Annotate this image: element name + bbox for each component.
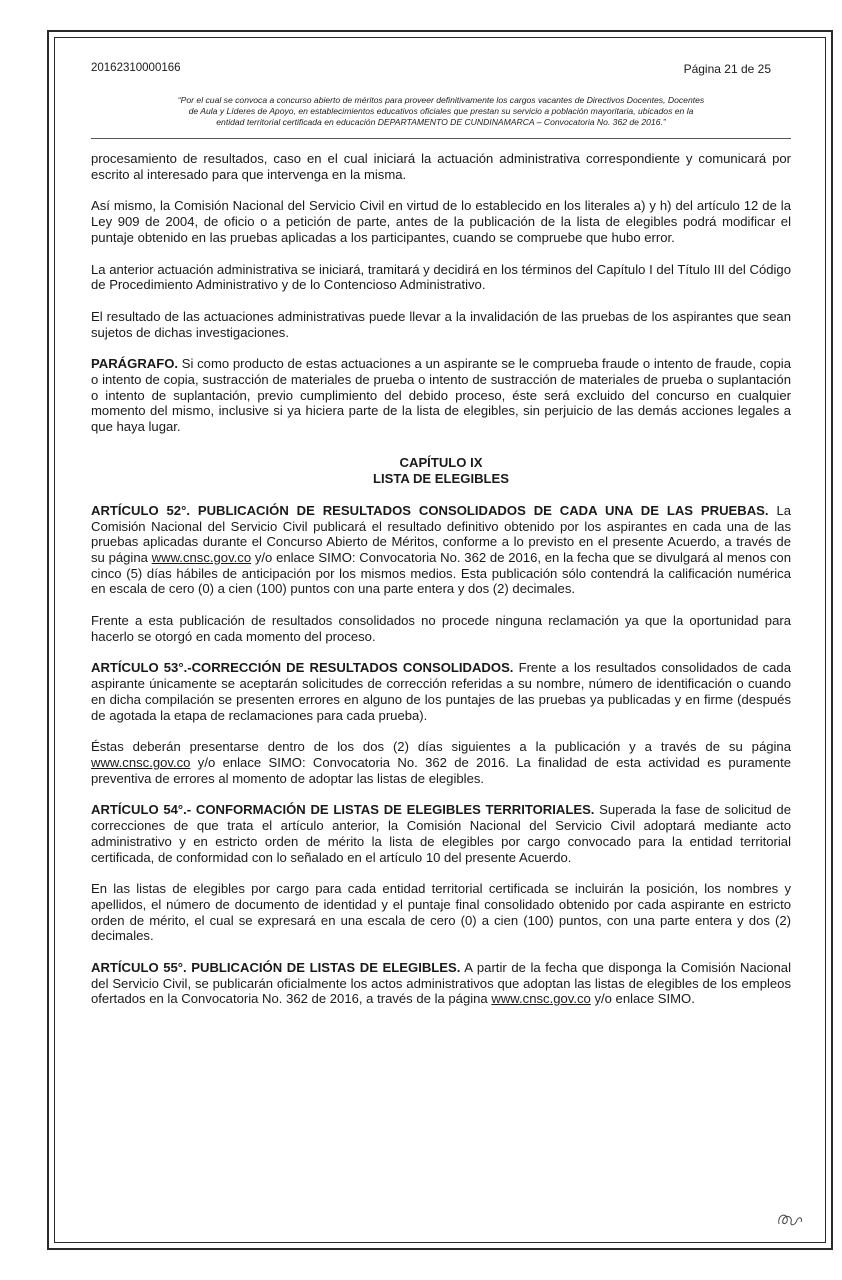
chapter-title: LISTA DE ELEGIBLES <box>372 470 510 486</box>
document-subtitle <box>91 95 791 128</box>
paragraph: El resultado de las actuaciones administrativas puede llevar a la invalidación de las pruebas de los aspirantes que sean sujetos de dichas investigaciones. <box>91 308 791 340</box>
article-55 <box>91 960 791 1007</box>
article-53-p2-text-cont: y/o enlace SIMO: Convocatoria No. 362 de 2016. La finalidad de esta actividad es puramente preventiva de errores al momento de adoptar las listas de elegibles. <box>91 754 791 786</box>
article-53-p2-text: Éstas deberán presentarse dentro de los dos (2) días siguientes a la publicación y a través de su página <box>91 739 791 755</box>
initials-signature-icon <box>775 1208 805 1230</box>
document-page <box>91 62 791 1023</box>
article-55-title: ARTÍCULO 55°. PUBLICACIÓN DE LISTAS DE ELEGIBLES. <box>91 960 461 976</box>
article-55-text: A partir de la fecha que disponga la Comisión Nacional del Servicio Civil, se publicarán oficialmente los actos administrativos que adoptan las listas de elegibles de los empleos ofertados en la Convocatoria No. 362 de 2016, a través de la página <box>91 960 791 1007</box>
article-54 <box>91 802 791 865</box>
cnsc-link[interactable]: www.cnsc.gov.co <box>151 549 252 565</box>
document-number: 20162310000166 <box>91 62 181 74</box>
chapter-number: CAPÍTULO IX <box>399 454 483 470</box>
article-52-text: La Comisión Nacional del Servicio Civil publicará el resultado definitivo obtenido por los aspirantes en cada una de las pruebas aplicadas durante el Concurso Abierto de Méritos, conforme a lo previsto en el presente Acuerdo, a través de su página <box>91 502 792 565</box>
page-number: Página 21 de 25 <box>683 62 771 76</box>
article-53-text: Frente a los resultados consolidados de cada aspirante únicamente se aceptarán solicitudes de corrección referidas a su nombre, número de identificación o cuando en dicha compilación se presenten errores en alguno de los puntajes de las pruebas ya publicadas y en firme (después de agotada la etapa de reclamaciones para cada prueba). <box>91 660 791 723</box>
page-header <box>91 62 791 76</box>
paragrafo-text: Si como producto de estas actuaciones a un aspirante se le comprueba fraude o intento de fraude, copia o intento de copia, sustracción de materiales de prueba o intento de sustracción de materiales de prueba o suplantación o intento de suplantación, previo cumplimiento del debido proceso, éste será excluido del concurso en cualquier momento del mismo, inclusive si ya hiciera parte de la lista de elegibles, sin perjuicio de las demás acciones legales a que haya lugar. <box>91 356 791 435</box>
article-55-text-cont: y/o enlace SIMO. <box>590 991 695 1007</box>
paragrafo-label: PARÁGRAFO. <box>91 356 179 372</box>
document-body <box>91 151 791 1007</box>
article-52-text-cont: y/o enlace SIMO: Convocatoria No. 362 de 2016, en la fecha que se divulgará al menos con cinco (5) días hábiles de anticipación por los mismos medios. Esta publicación sólo contendrá la calificación numérica en escala de cero (0) a cien (100) puntos con una parte entera y dos (2) decimales. <box>91 549 791 597</box>
cnsc-link[interactable]: www.cnsc.gov.co <box>91 754 191 770</box>
paragraph: La anterior actuación administrativa se iniciará, tramitará y decidirá en los términos del Capítulo I del Título III del Código de Procedimiento Administrativo y de lo Contencioso Administrativo. <box>91 261 791 293</box>
paragrafo-paragraph <box>91 356 791 435</box>
cnsc-link[interactable]: www.cnsc.gov.co <box>491 991 591 1007</box>
article-52 <box>91 503 791 597</box>
article-53-paragraph-2 <box>91 739 791 786</box>
article-53-title: ARTÍCULO 53°.-CORRECCIÓN DE RESULTADOS CONSOLIDADOS. <box>91 660 514 676</box>
article-54-title: ARTÍCULO 54°.- CONFORMACIÓN DE LISTAS DE ELEGIBLES TERRITORIALES. <box>91 802 595 818</box>
subtitle-line-3: entidad territorial certificada en educación DEPARTAMENTO DE CUNDINAMARCA – Convocatoria No. 362 de 2016.” <box>216 117 666 127</box>
header-divider <box>91 138 791 139</box>
article-53 <box>91 660 791 723</box>
article-54-text: Superada la fase de solicitud de correcciones de que trata el artículo anterior, la Comisión Nacional del Servicio Civil adoptará mediante acto administrativo y en estricto orden de mérito la lista de elegibles por cargo convocado para la entidad territorial certificada, de conformidad con lo señalado en el artículo 10 del presente Acuerdo. <box>91 802 791 865</box>
article-52-title: ARTÍCULO 52°. PUBLICACIÓN DE RESULTADOS CONSOLIDADOS DE CADA UNA DE LAS PRUEBAS. <box>91 502 769 518</box>
paragraph: procesamiento de resultados, caso en el cual iniciará la actuación administrativa correspondiente y comunicará por escrito al interesado para que intervenga en la misma. <box>91 151 791 182</box>
paragraph: Frente a esta publicación de resultados consolidados no procede ninguna reclamación ya que la oportunidad para hacerlo se otorgó en cada momento del proceso. <box>91 613 791 644</box>
paragraph: Así mismo, la Comisión Nacional del Servicio Civil en virtud de lo establecido en los literales a) y h) del artículo 12 de la Ley 909 de 2004, de oficio o a petición de parte, antes de la publicación de la lista de elegibles podrá modificar el puntaje obtenido en las pruebas aplicadas a los participantes, cuando se compruebe que hubo error. <box>91 198 791 245</box>
subtitle-line-2: de Aula y Líderes de Apoyo, en establecimientos educativos oficiales que prestan su servicio a población mayoritaria, ubicados en la <box>188 106 694 116</box>
chapter-heading <box>91 455 791 487</box>
subtitle-line-1: “Por el cual se convoca a concurso abierto de méritos para proveer definitivamente los cargos vacantes de Directivos Docentes, Docentes <box>177 95 705 105</box>
paragraph: En las listas de elegibles por cargo para cada entidad territorial certificada se incluirán la posición, los nombres y apellidos, el número de documento de identidad y el puntaje final consolidado obtenido por cada aspirante en estricto orden de mérito, el cual se expresará en una escala de cero (0) a cien (100) puntos, con una parte entera y dos (2) decimales. <box>91 881 791 944</box>
